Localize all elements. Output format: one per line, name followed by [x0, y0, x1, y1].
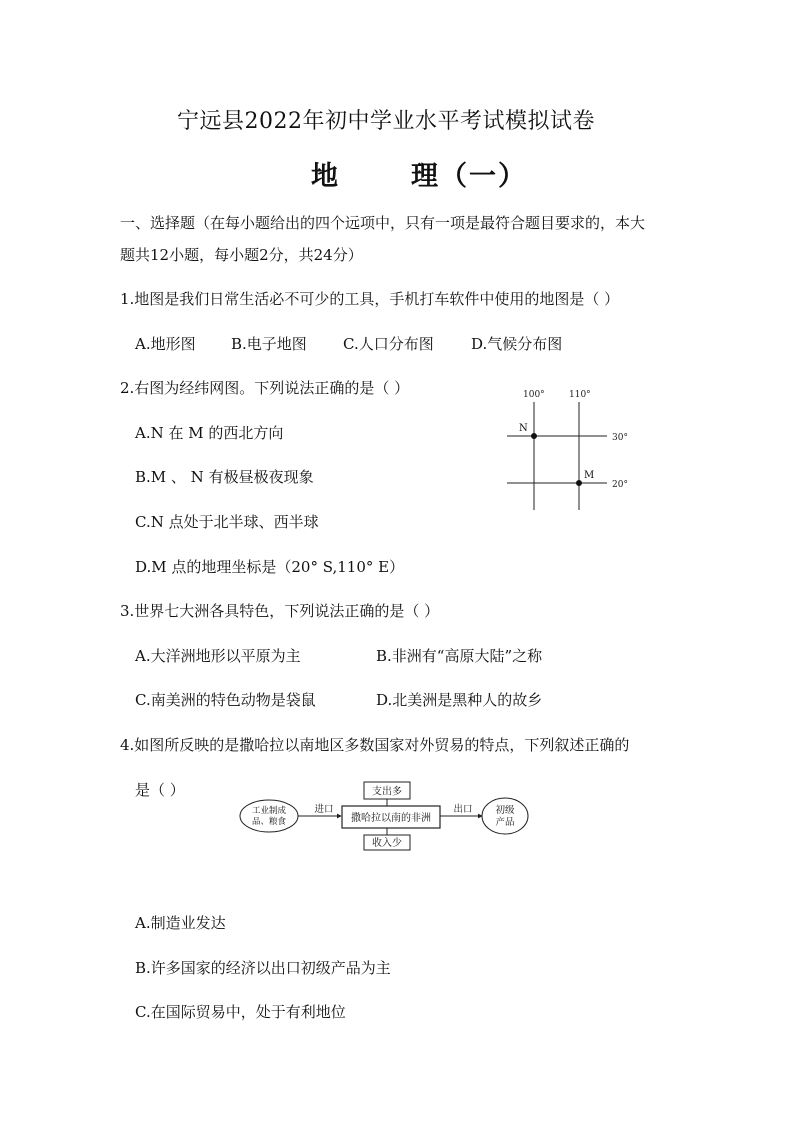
imports-line2: 品、粮食 [251, 817, 287, 827]
question-1-option-b: B.电子地图 [231, 335, 307, 353]
exports-line2: 产品 [495, 817, 515, 828]
question-4-stem-line1: 4.如图所反映的是撒哈拉以南地区多数国家对外贸易的特点，下列叙述正确的 [120, 736, 630, 754]
question-2-stem: 2.右图为经纬网图。下列说法正确的是（ ） [120, 379, 410, 397]
question-2-option-a: A.N 在 M 的西北方向 [135, 424, 284, 442]
question-1-option-d: D.气候分布图 [471, 335, 563, 353]
question-3-option-b: B.非洲有“高原大陆”之称 [376, 647, 543, 665]
import-label: 进口 [314, 804, 334, 815]
question-3-option-a: A.大洋洲地形以平原为主 [135, 647, 301, 665]
exam-title: 宁远县2022年初中学业水平考试模拟试卷 [177, 109, 595, 134]
question-2-option-b: B.M 、 N 有极昼极夜现象 [135, 468, 314, 486]
question-4-stem-line2: 是（ ） [135, 781, 185, 799]
point-m-label: M [584, 470, 595, 481]
lat-lon-grid-figure [495, 380, 645, 515]
section-instructions-line2: 题共12小题，每小题2分，共24分） [120, 246, 363, 264]
question-1-stem: 1.地图是我们日常生活必不可少的工具，手机打车软件中使用的地图是（ ） [120, 290, 620, 308]
question-1-option-c: C.人口分布图 [343, 335, 434, 353]
question-3-option-c: C.南美洲的特色动物是袋鼠 [135, 691, 316, 709]
question-1-option-a: A.地形图 [135, 335, 196, 353]
latitude-30-label: 30° [612, 433, 628, 443]
question-3-option-d: D.北美洲是黑种人的故乡 [376, 691, 543, 709]
exports-line1: 初级 [495, 805, 515, 816]
question-4-option-c: C.在国际贸易中，处于有利地位 [135, 1003, 346, 1021]
question-4-option-a: A.制造业发达 [135, 914, 226, 932]
subject-title-right: 理（一） [411, 161, 527, 192]
imports-ellipse [240, 800, 298, 832]
question-3-stem: 3.世界七大洲各具特色，下列说法正确的是（ ） [120, 602, 440, 620]
longitude-100-label: 100° [523, 390, 545, 400]
point-n-label: N [519, 423, 528, 434]
subject-char-left: 地 [311, 161, 340, 192]
longitude-110-label: 110° [569, 390, 591, 400]
question-2-option-c: C.N 点处于北半球、西半球 [135, 513, 319, 531]
expense-label: 支出多 [372, 786, 402, 798]
latitude-20-label: 20° [612, 480, 628, 490]
point-n-marker [531, 433, 537, 439]
imports-line1: 工业制成 [251, 806, 287, 816]
exports-ellipse [482, 798, 528, 834]
point-m-marker [576, 480, 582, 486]
sub-saharan-africa-label: 撒哈拉以南的非洲 [351, 813, 431, 824]
question-4-option-b: B.许多国家的经济以出口初级产品为主 [135, 959, 391, 977]
income-label: 收入少 [372, 838, 402, 849]
trade-diagram-figure [237, 780, 537, 852]
question-2-option-d: D.M 点的地理坐标是（20° S,110° E） [135, 558, 405, 576]
section-instructions-line1: 一、选择题（在每小题给出的四个远项中，只有一项是最符合题目要求的，本大 [120, 214, 646, 232]
export-label: 出口 [453, 804, 473, 815]
